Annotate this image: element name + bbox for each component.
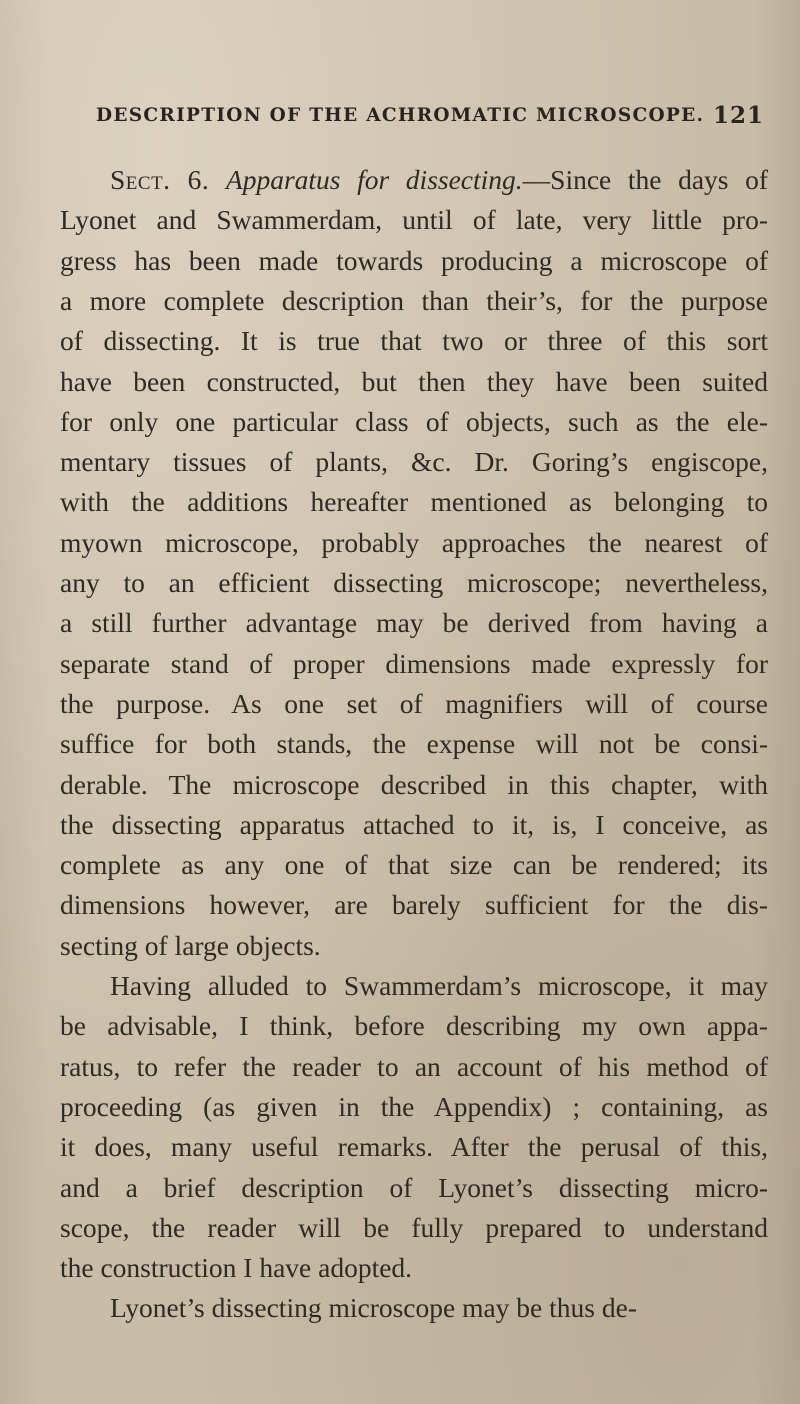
text-line: Having alluded to Swammerdam’s microscope, it may <box>110 970 768 1001</box>
text-line: secting of large objects. <box>60 929 321 961</box>
text-line: and a brief description of Lyonet’s dissecting micro- <box>60 1171 768 1203</box>
text-line: myown microscope, probably approaches the nearest of <box>60 526 768 558</box>
text-line: ratus, to refer the reader to an account of his method of <box>60 1050 768 1082</box>
text-line: for only one particular class of objects, such as the ele- <box>60 405 768 437</box>
text-line: separate stand of proper dimensions made expressly for <box>60 647 768 679</box>
text-line: —Since the days of <box>522 164 769 195</box>
running-title: DESCRIPTION OF THE ACHROMATIC MICROSCOPE. <box>96 105 705 126</box>
text-line: it does, many useful remarks. After the perusal of this, <box>60 1131 768 1163</box>
text-line: any to an efficient dissecting microscope; nevertheless, <box>60 567 768 598</box>
text-line: scope, the reader will be fully prepared to understand <box>60 1211 768 1243</box>
text-line: Lyonet and Swammerdam, until of late, very little pro- <box>60 204 768 236</box>
text-line: the dissecting apparatus attached to it, is, I conceive, as <box>60 808 768 840</box>
text-line: suffice for both stands, the expense will not be consi- <box>60 728 768 760</box>
running-head <box>96 102 764 135</box>
text-line: the construction I have adopted. <box>60 1252 413 1284</box>
text-line: gress has been made towards producing a microscope of <box>60 244 768 276</box>
text-line: derable. The microscope described in this chapter, with <box>60 768 768 800</box>
section-title: Apparatus for dissecting. <box>225 164 523 195</box>
text-line: a still further advantage may be derived from having a <box>60 607 768 639</box>
section-number: Sect. 6. <box>110 164 210 195</box>
text-line: dimensions however, are barely sufficient for the dis- <box>60 889 768 921</box>
text-line: mentary tissues of plants, &c. Dr. Goring’s engiscope, <box>60 446 768 478</box>
text-line: be advisable, I think, before describing my own appa- <box>60 1010 768 1042</box>
text-line: with the additions hereafter mentioned as belonging to <box>60 486 768 518</box>
text-line: of dissecting. It is true that two or three of this sort <box>60 325 768 357</box>
text-line: complete as any one of that size can be rendered; its <box>60 849 768 881</box>
text-line: the purpose. As one set of magnifiers will of course <box>60 687 768 719</box>
page-number: 121 <box>712 102 764 129</box>
section-heading-line <box>110 160 768 200</box>
text-line: proceeding (as given in the Appendix) ; containing, as <box>60 1090 768 1122</box>
text-line: a more complete description than their’s, for the purpose <box>60 284 768 316</box>
text-line: Lyonet’s dissecting microscope may be thus de- <box>110 1292 637 1324</box>
text-line: have been constructed, but then they have been suited <box>60 365 768 397</box>
